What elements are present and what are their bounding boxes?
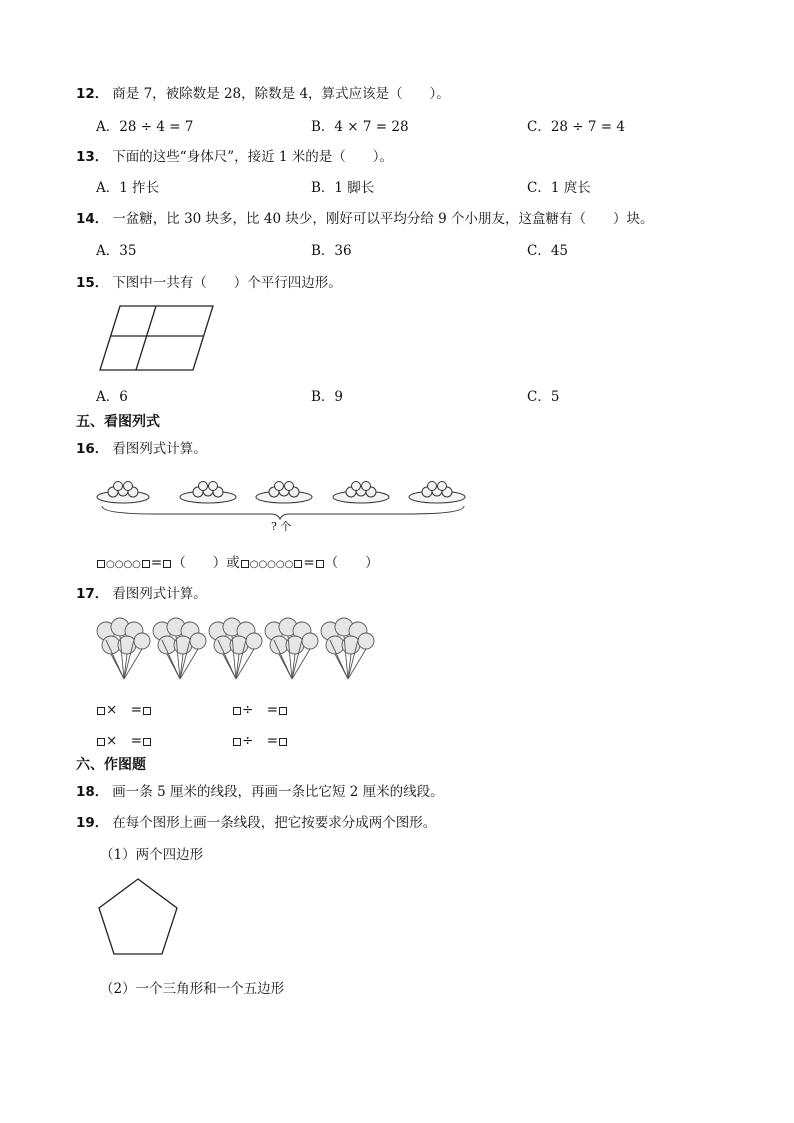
- option-c[interactable]: C．28 ÷ 7 = 4: [527, 119, 625, 135]
- option-b[interactable]: B．1 脚长: [311, 180, 375, 196]
- option-a[interactable]: A．28 ÷ 4 = 7: [96, 119, 194, 135]
- question-14: [76, 207, 654, 227]
- question-19: [76, 811, 436, 831]
- operator-circles: ○○○○: [106, 559, 141, 570]
- question-number: 19．: [76, 815, 109, 831]
- option-c[interactable]: C．1 庹长: [527, 180, 591, 196]
- parallelogram-figure: [98, 304, 216, 372]
- equation-row-2: [232, 698, 288, 718]
- answer-box[interactable]: [294, 560, 302, 568]
- equals-sign: =: [150, 555, 163, 571]
- answer-box[interactable]: [316, 560, 324, 568]
- question-text: 看图列式计算。: [112, 586, 207, 602]
- answer-box[interactable]: [279, 707, 287, 715]
- option-a[interactable]: A．35: [96, 243, 137, 259]
- option-b[interactable]: B．4 × 7 = 28: [311, 119, 409, 135]
- equation-text: × =: [106, 733, 143, 749]
- sub-question-1: （1）两个四边形: [100, 847, 204, 863]
- answer-box[interactable]: [97, 738, 105, 746]
- question-number: 17．: [76, 586, 109, 602]
- answer-box[interactable]: [143, 738, 151, 746]
- option-c[interactable]: C．5: [527, 389, 560, 405]
- question-number: 14．: [76, 211, 109, 227]
- question-text: 看图列式计算。: [112, 441, 207, 457]
- question-12: [76, 82, 450, 102]
- equation-row-4: [232, 729, 288, 749]
- question-17: [76, 582, 207, 602]
- equation-text: ÷ =: [242, 702, 279, 718]
- balloon-bunches-figure: [94, 617, 376, 683]
- brace-label: ? 个: [271, 520, 292, 533]
- answer-box[interactable]: [143, 707, 151, 715]
- section-heading: 六、作图题: [76, 757, 146, 773]
- option-a[interactable]: A．1 拃长: [96, 180, 160, 196]
- answer-box[interactable]: [233, 707, 241, 715]
- question-text: 一盆糖，比 30 块多，比 40 块少，刚好可以平均分给 9 个小朋友，这盒糖有（ ）块。: [112, 211, 654, 227]
- question-number: 18．: [76, 784, 109, 800]
- answer-box[interactable]: [279, 738, 287, 746]
- question-number: 12．: [76, 86, 109, 102]
- answer-blank: （ ）或: [172, 555, 240, 571]
- question-text: 商是 7，被除数是 28，除数是 4，算式应该是（ ）。: [112, 86, 450, 102]
- answer-box[interactable]: [163, 560, 171, 568]
- question-text: 下面的这些“身体尺”，接近 1 米的是（ ）。: [112, 149, 394, 165]
- question-16: [76, 437, 207, 457]
- equals-sign: =: [303, 555, 315, 571]
- equation-row-1: [96, 698, 152, 718]
- question-number: 13．: [76, 149, 109, 165]
- equation-row-3: [96, 729, 152, 749]
- question-number: 16．: [76, 441, 109, 457]
- option-b[interactable]: B．9: [311, 389, 344, 405]
- pentagon-figure[interactable]: [96, 877, 180, 957]
- answer-blank: （ ）: [324, 555, 379, 571]
- equation-line: [96, 551, 379, 571]
- question-text: 画一条 5 厘米的线段，再画一条比它短 2 厘米的线段。: [112, 784, 444, 800]
- answer-box[interactable]: [142, 560, 150, 568]
- option-b[interactable]: B．36: [311, 243, 352, 259]
- question-text: 在每个图形上画一条线段，把它按要求分成两个图形。: [112, 815, 437, 831]
- sub-question-2: （2）一个三角形和一个五边形: [100, 981, 285, 997]
- equation-text: × =: [106, 702, 143, 718]
- answer-box[interactable]: [233, 738, 241, 746]
- option-a[interactable]: A．6: [96, 389, 128, 405]
- option-c[interactable]: C．45: [527, 243, 569, 259]
- answer-box[interactable]: [241, 560, 249, 568]
- question-18: [76, 780, 444, 800]
- question-13: [76, 145, 393, 165]
- question-number: 15．: [76, 275, 109, 291]
- equation-text: ÷ =: [242, 733, 279, 749]
- operator-circles: ○○○○○: [249, 559, 294, 570]
- answer-box[interactable]: [97, 707, 105, 715]
- section-heading: 五、看图列式: [76, 414, 160, 430]
- answer-box[interactable]: [97, 560, 105, 568]
- question-text: 下图中一共有（ ）个平行四边形。: [112, 275, 342, 291]
- question-15: [76, 271, 342, 291]
